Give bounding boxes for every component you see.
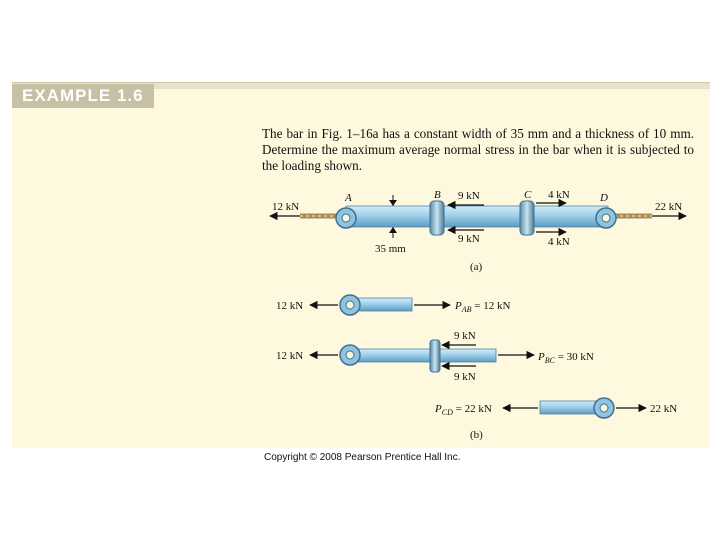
bc-force-label: $P_{BC} = 30$ kN bbox=[538, 351, 594, 365]
cd-force-label: $P_{CD} = 22$ kN bbox=[435, 403, 492, 417]
point-a-label: A bbox=[345, 192, 352, 204]
example-label: EXAMPLE 1.6 bbox=[12, 84, 154, 108]
figure-b-caption: (b) bbox=[470, 429, 483, 441]
problem-statement: The bar in Fig. 1–16a has a constant width of 35 mm and a thickness of 10 mm. Determine the maximum average normal stress in the bar when it is subjected to the loading shown. bbox=[262, 126, 694, 173]
collar-b-fbd bbox=[430, 340, 440, 372]
bc-bottom-label: 9 kN bbox=[454, 371, 476, 383]
bc-top-label: 9 kN bbox=[454, 330, 476, 342]
bc-left-label: 12 kN bbox=[276, 350, 304, 362]
width-dim-label: 35 mm bbox=[375, 243, 406, 255]
figure-a-caption: (a) bbox=[470, 261, 483, 273]
point-c-label: C bbox=[524, 189, 532, 201]
copyright-notice: Copyright © 2008 Pearson Prentice Hall Inc. bbox=[264, 452, 461, 463]
bar bbox=[346, 206, 608, 227]
figure-b-bc bbox=[276, 330, 594, 383]
cd-right-label: 22 kN bbox=[650, 403, 678, 415]
eyelet-a bbox=[336, 208, 356, 228]
point-d-label: D bbox=[600, 192, 608, 204]
figure-b-ab bbox=[276, 295, 510, 315]
b-bottom-load-label: 9 kN bbox=[458, 233, 480, 245]
point-b-label: B bbox=[434, 189, 441, 201]
b-top-load-label: 9 kN bbox=[458, 190, 480, 202]
figure-a bbox=[270, 189, 686, 273]
collar-b bbox=[430, 201, 444, 235]
collar-c bbox=[520, 201, 534, 235]
eyelet-d bbox=[596, 208, 616, 228]
ab-left-label: 12 kN bbox=[276, 300, 304, 312]
c-top-load-label: 4 kN bbox=[548, 189, 570, 201]
figure-b-cd bbox=[434, 398, 677, 441]
bar-bc bbox=[350, 349, 496, 362]
a-left-load-label: 12 kN bbox=[272, 201, 300, 213]
c-bottom-load-label: 4 kN bbox=[548, 236, 570, 248]
ab-force-label: $P_{AB} = 12$ kN bbox=[455, 300, 511, 314]
a-right-load-label: 22 kN bbox=[655, 201, 683, 213]
